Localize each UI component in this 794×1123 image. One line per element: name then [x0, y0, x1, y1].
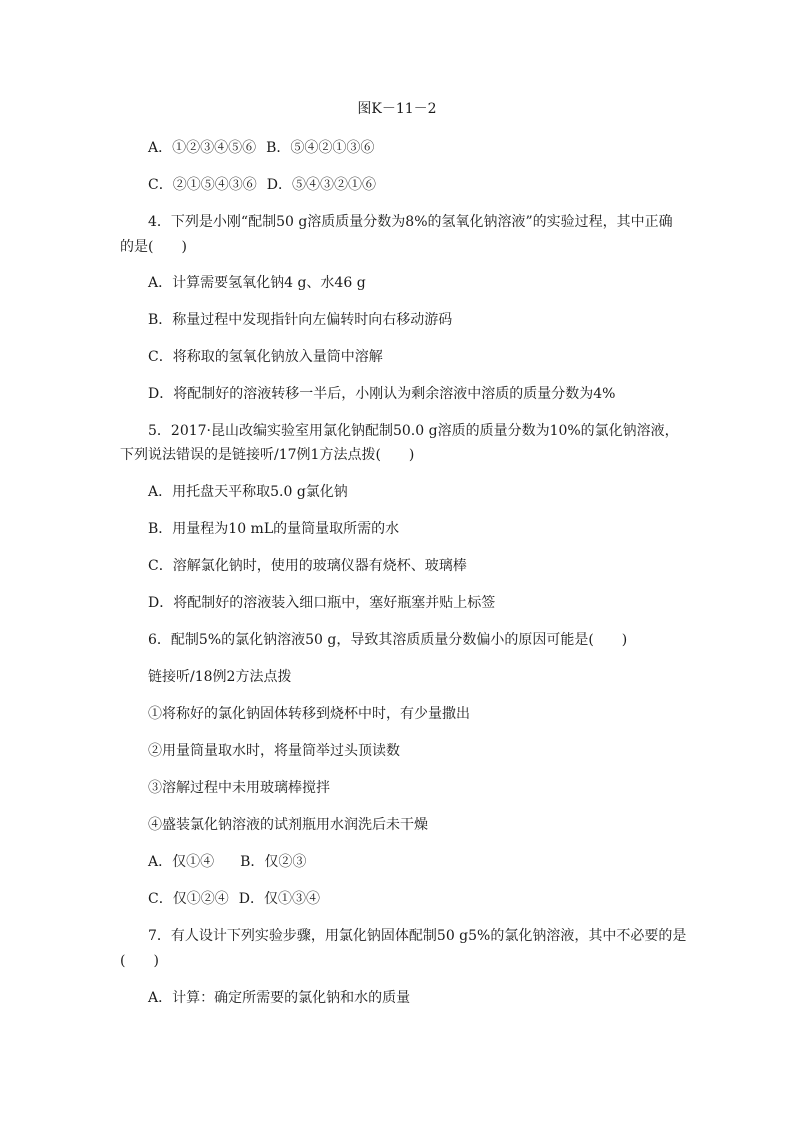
q4-option-b: B．称量过程中发现指针向左偏转时向右移动游码 — [148, 312, 453, 328]
q6-options-row-1 — [148, 852, 306, 872]
q4-option-a: A．计算需要氢氧化钠4 g、水46 g — [148, 275, 366, 291]
q6-item-1: ①将称好的氯化钠固体转移到烧杯中时，有少量撒出 — [148, 706, 470, 722]
q5-stem-line-1: 5．2017·昆山改编实验室用氯化钠配制50.0 g溶质的质量分数为10%的氯化钠溶液， — [148, 423, 679, 439]
q6-options-row-2 — [148, 889, 320, 909]
q4-stem-line-1: 4．下列是小刚“配制50 g溶质质量分数为8%的氢氧化钠溶液”的实验过程，其中正确 — [148, 214, 673, 230]
q3-option-a: A．①②③④⑤⑥ — [148, 140, 257, 156]
q3-option-d: D．⑤④③②①⑥ — [266, 177, 376, 193]
q6-item-2: ②用量筒量取水时，将量筒举过头顶读数 — [148, 743, 400, 759]
q7-stem-line-1: 7．有人设计下列实验步骤，用氯化钠固体配制50 g5%的氯化钠溶液，其中不必要的是 — [148, 928, 687, 944]
q6-stem-line-1: 6．配制5%的氯化钠溶液50 g，导致其溶质质量分数偏小的原因可能是( ) — [148, 632, 628, 648]
q7-option-a: A．计算：确定所需要的氯化钠和水的质量 — [148, 990, 411, 1006]
q6-option-a: A．仅①④ — [148, 854, 215, 870]
q6-link-text: 链接听/18例2方法点拨 — [148, 669, 292, 685]
q4-option-c: C．将称取的氢氧化钠放入量筒中溶解 — [148, 349, 383, 365]
q4-option-d: D．将配制好的溶液转移一半后，小刚认为剩余溶液中溶质的质量分数为4% — [148, 386, 616, 402]
q3-option-c: C．②①⑤④③⑥ — [148, 177, 257, 193]
q7-stem-line-2: ( ) — [120, 953, 159, 969]
q6-option-d: D．仅①③④ — [238, 891, 320, 907]
q3-options-row-1 — [148, 138, 374, 158]
q6-item-3: ③溶解过程中未用玻璃棒搅拌 — [148, 780, 330, 796]
q3-options-row-2 — [148, 175, 376, 195]
q6-option-c: C．仅①②④ — [148, 891, 229, 907]
q5-option-d: D．将配制好的溶液装入细口瓶中，塞好瓶塞并贴上标签 — [148, 595, 496, 611]
q5-option-c: C．溶解氯化钠时，使用的玻璃仪器有烧杯、玻璃棒 — [148, 558, 467, 574]
q5-option-a: A．用托盘天平称取5.0 g氯化钠 — [148, 484, 348, 500]
q6-item-4: ④盛装氯化钠溶液的试剂瓶用水润洗后未干燥 — [148, 817, 428, 833]
q4-stem-line-2: 的是( ) — [120, 239, 187, 255]
figure-caption: 图K－11－2 — [357, 101, 437, 117]
q3-option-b: B．⑤④②①③⑥ — [266, 140, 375, 156]
q5-stem-line-2: 下列说法错误的是链接听/17例1方法点拨( ) — [120, 447, 415, 463]
q5-option-b: B．用量程为10 mL的量筒量取所需的水 — [148, 521, 400, 537]
q6-option-b: B．仅②③ — [240, 854, 307, 870]
